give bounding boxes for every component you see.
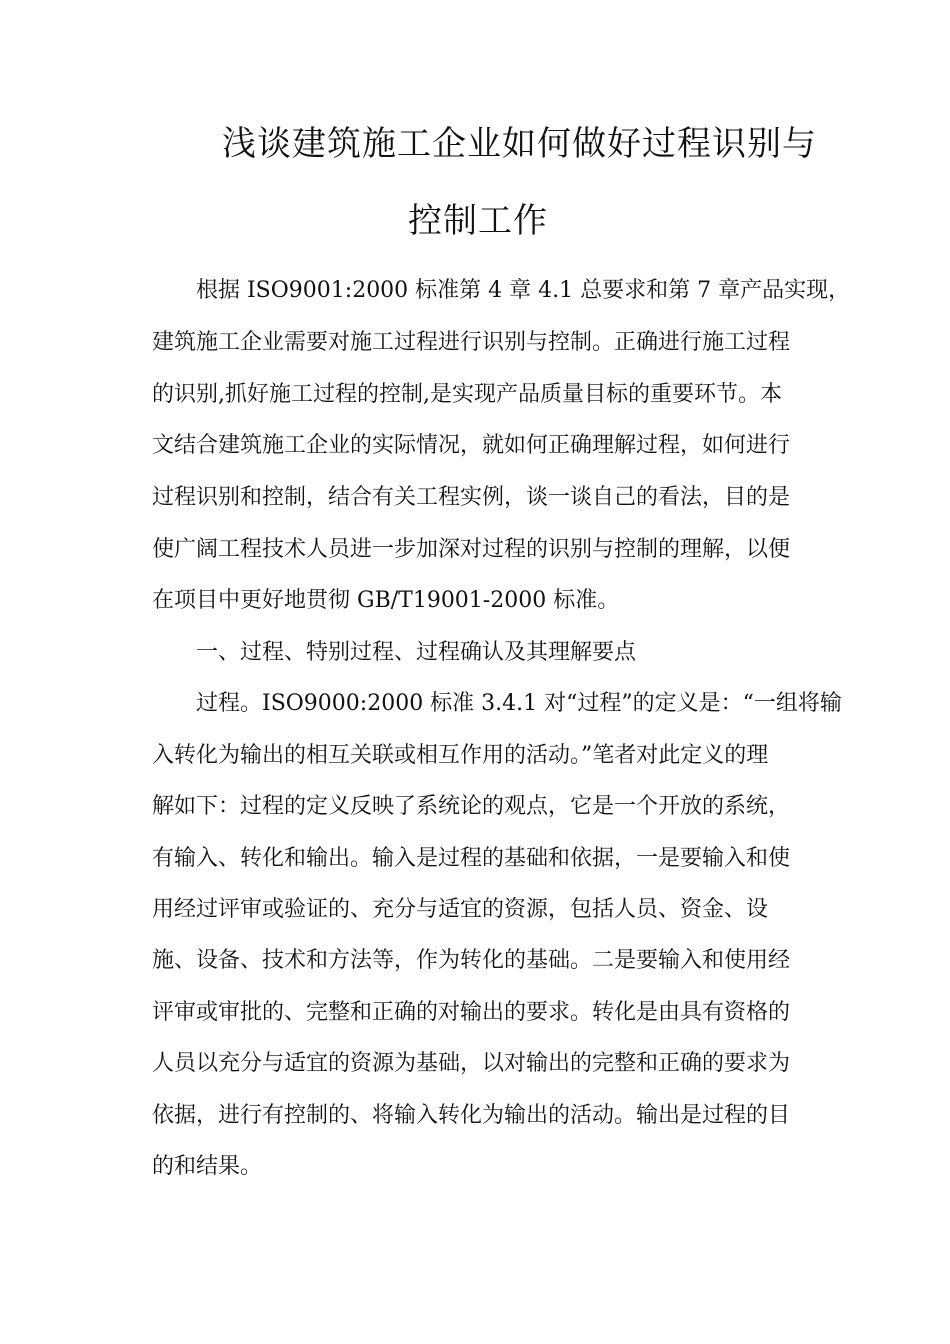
section-heading: 一、过程、特别过程、过程确认及其理解要点 xyxy=(196,640,637,665)
text-line: 有输入、转化和输出。输入是过程的基础和依据，一是要输入和使 xyxy=(152,846,791,871)
title-line-1: 浅谈建筑施工企业如何做好过程识别与 xyxy=(222,124,817,164)
text-line: 的识别,抓好施工过程的控制,是实现产品质量目标的重要环节。本 xyxy=(152,382,782,407)
text-line: 使广阔工程技术人员进一步加深对过程的识别与控制的理解，以便 xyxy=(152,537,791,562)
text-line: 评审或审批的、完整和正确的对输出的要求。转化是由具有资格的 xyxy=(152,1000,791,1025)
text-line: 用经过评审或验证的、充分与适宜的资源，包括人员、资金、设 xyxy=(152,897,769,922)
text-line: 解如下：过程的定义反映了系统论的观点，它是一个开放的系统， xyxy=(152,794,791,819)
text-line: 的和结果。 xyxy=(152,1154,263,1179)
text-line: 过程。ISO9000:2000 标准 3.4.1 对“过程”的定义是：“一组将输 xyxy=(196,691,842,716)
text-line: 过程识别和控制，结合有关工程实例，谈一谈自己的看法，目的是 xyxy=(152,485,791,510)
text-line: 在项目中更好地贯彻 GB/T19001-2000 标准。 xyxy=(152,588,620,613)
text-line: 建筑施工企业需要对施工过程进行识别与控制。正确进行施工过程 xyxy=(152,330,791,355)
text-line: 文结合建筑施工企业的实际情况，就如何正确理解过程，如何进行 xyxy=(152,433,791,458)
text-line: 依据，进行有控制的、将输入转化为输出的活动。输出是过程的目 xyxy=(152,1103,791,1128)
text-line: 施、设备、技术和方法等，作为转化的基础。二是要输入和使用经 xyxy=(152,948,791,973)
text-line: 入转化为输出的相互关联或相互作用的活动。”笔者对此定义的理 xyxy=(152,743,769,768)
text-line: 人员以充分与适宜的资源为基础，以对输出的完整和正确的要求为 xyxy=(152,1051,791,1076)
text-line: 根据 ISO9001:2000 标准第 4 章 4.1 总要求和第 7 章产品实现， xyxy=(196,278,851,303)
title-line-2: 控制工作 xyxy=(408,201,548,241)
